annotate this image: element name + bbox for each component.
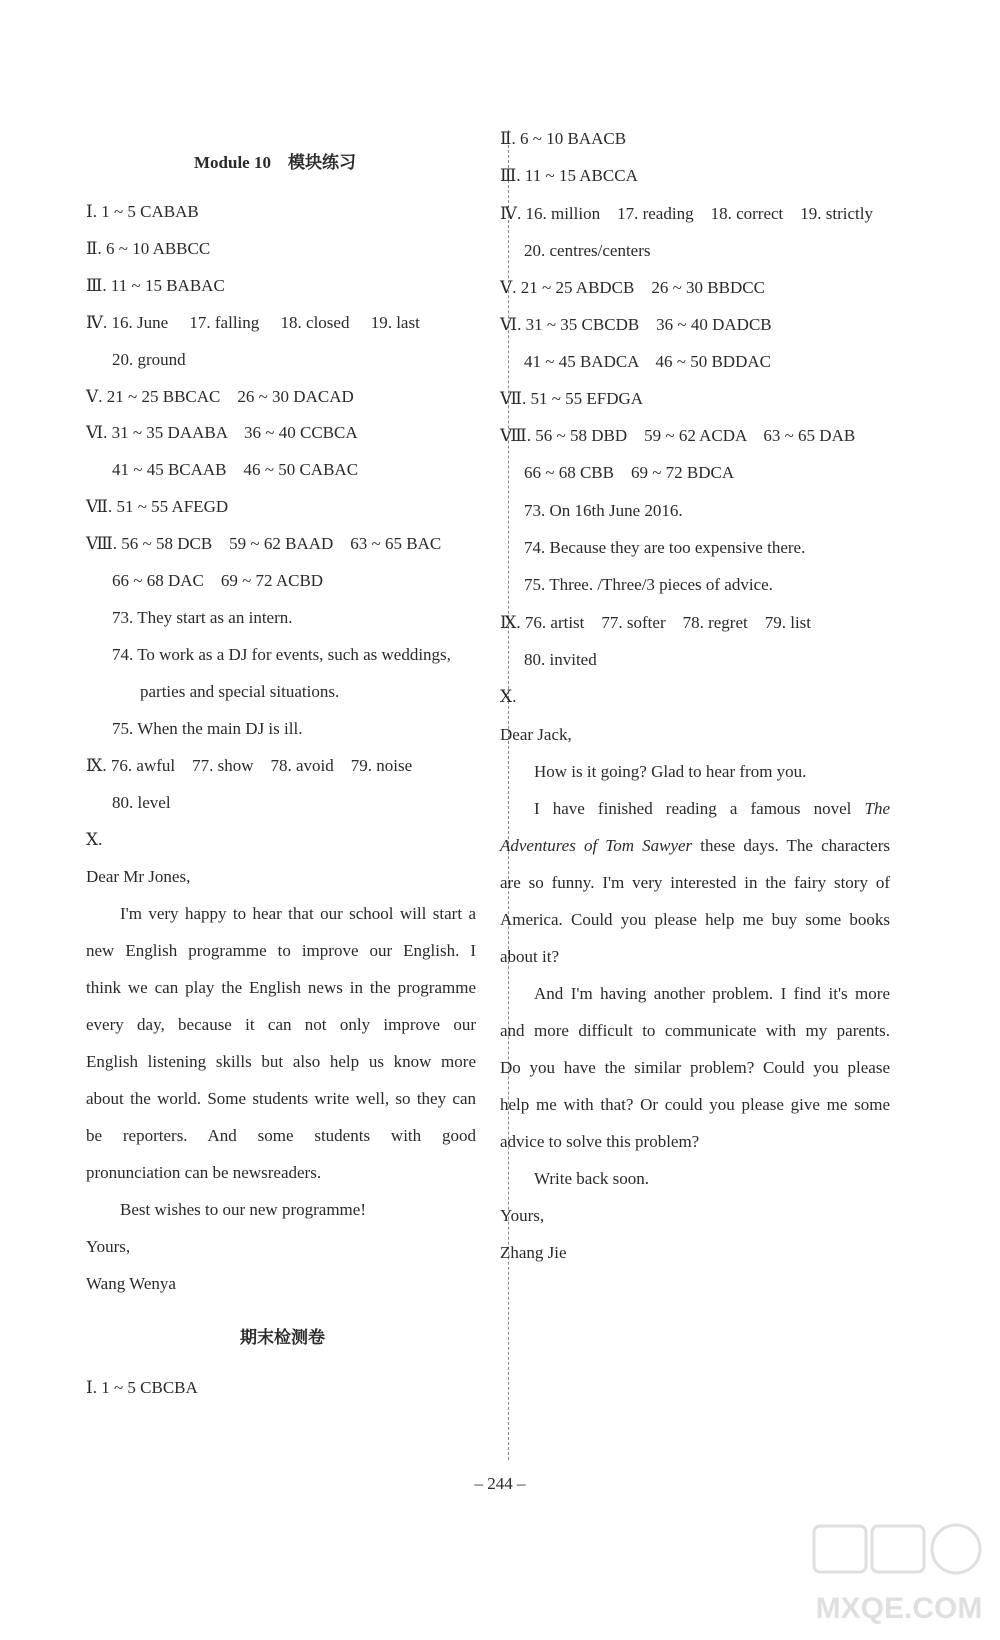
- left-text-line: Ⅹ.: [86, 830, 103, 849]
- right-text-line: Dear Jack,: [500, 725, 572, 744]
- left-text-line: Best wishes to our new programme!: [120, 1200, 366, 1219]
- right-text-line: And I'm having another problem. I find it's more: [534, 984, 890, 1003]
- right-text-line: Adventures of Tom Sawyer these days. The characters: [500, 836, 890, 855]
- right-text-line: 80. invited: [524, 650, 597, 669]
- svg-text:MXQE.COM: MXQE.COM: [815, 1592, 983, 1625]
- right-text-line: 74. Because they are too expensive there.: [524, 538, 806, 557]
- right-text-line: Ⅶ. 51 ~ 55 EFDGA: [500, 389, 644, 408]
- left-text-line: Ⅷ. 56 ~ 58 DCB 59 ~ 62 BAAD 63 ~ 65 BAC: [86, 534, 442, 553]
- left-text-line: every day, because it can not only improve our: [86, 1015, 476, 1034]
- left-text-line: new English programme to improve our English. I: [86, 941, 476, 960]
- left-text-line: 75. When the main DJ is ill.: [112, 719, 303, 738]
- left-text-line: Ⅳ. 16. June 17. falling 18. closed 19. last: [86, 313, 420, 332]
- left-text-line: be reporters. And some students with good: [86, 1126, 476, 1145]
- left-text-line: Yours,: [86, 1237, 131, 1256]
- right-text-line: 75. Three. /Three/3 pieces of advice.: [524, 575, 773, 594]
- right-text-line: Yours,: [500, 1206, 545, 1225]
- module-heading: Module 10 模块练习: [194, 153, 356, 172]
- left-text-line: Ⅲ. 11 ~ 15 BABAC: [86, 276, 225, 295]
- right-text-line: I have finished reading a famous novel The: [534, 799, 890, 818]
- right-text-line: Do you have the similar problem? Could you please: [500, 1058, 890, 1077]
- left-text-line: Wang Wenya: [86, 1274, 176, 1293]
- left-text-line: Ⅰ. 1 ~ 5 CABAB: [86, 202, 199, 221]
- right-text-line: 20. centres/centers: [524, 241, 651, 260]
- right-text-line: Ⅲ. 11 ~ 15 ABCCA: [500, 166, 638, 185]
- left-text-line: parties and special situations.: [140, 682, 340, 701]
- right-text-line: Ⅱ. 6 ~ 10 BAACB: [500, 129, 627, 148]
- left-text-line: Ⅶ. 51 ~ 55 AFEGD: [86, 497, 229, 516]
- right-text-line: 66 ~ 68 CBB 69 ~ 72 BDCA: [524, 463, 735, 482]
- left-text-line: I'm very happy to hear that our school will start a: [120, 904, 476, 923]
- left-text-line: Ⅵ. 31 ~ 35 DAABA 36 ~ 40 CCBCA: [86, 423, 358, 442]
- left-text-line: 66 ~ 68 DAC 69 ~ 72 ACBD: [112, 571, 324, 590]
- right-text-line: Ⅳ. 16. million 17. reading 18. correct 19. strictly: [500, 204, 873, 223]
- left-text-line: English listening skills but also help us know more: [86, 1052, 476, 1071]
- right-text-line: Ⅷ. 56 ~ 58 DBD 59 ~ 62 ACDA 63 ~ 65 DAB: [500, 426, 856, 445]
- right-text-line: 73. On 16th June 2016.: [524, 501, 683, 520]
- left-text-line: Ⅴ. 21 ~ 25 BBCAC 26 ~ 30 DACAD: [86, 387, 354, 406]
- right-text-line: Ⅵ. 31 ~ 35 CBCDB 36 ~ 40 DADCB: [500, 315, 772, 334]
- right-text-line: about it?: [500, 947, 560, 966]
- left-text-line: 74. To work as a DJ for events, such as weddings,: [112, 645, 451, 664]
- left-text-line: about the world. Some students write well, so they can: [86, 1089, 476, 1108]
- right-text-line: How is it going? Glad to hear from you.: [534, 762, 807, 781]
- right-text-line: advice to solve this problem?: [500, 1132, 700, 1151]
- left-text-line: Ⅱ. 6 ~ 10 ABBCC: [86, 239, 211, 258]
- right-text-line: and more difficult to communicate with my parents.: [500, 1021, 890, 1040]
- right-text-line: 41 ~ 45 BADCA 46 ~ 50 BDDAC: [524, 352, 771, 371]
- left-text-line: think we can play the English news in the programme: [86, 978, 476, 997]
- left-text-line: Ⅸ. 76. awful 77. show 78. avoid 79. noise: [86, 756, 413, 775]
- right-text-line: Ⅴ. 21 ~ 25 ABDCB 26 ~ 30 BBDCC: [500, 278, 765, 297]
- right-text-line: Ⅹ.: [500, 687, 517, 706]
- right-text-line: help me with that? Or could you please give me some: [500, 1095, 890, 1114]
- left-text-line: pronunciation can be newsreaders.: [86, 1163, 322, 1182]
- watermark-logo: [808, 1520, 990, 1632]
- right-text-line: America. Could you please help me buy some books: [500, 910, 890, 929]
- left-text-line: 80. level: [112, 793, 171, 812]
- exam-heading: 期末检测卷: [240, 1328, 325, 1347]
- page-number: – 244 –: [474, 1474, 526, 1493]
- left-text-line: 20. ground: [112, 350, 186, 369]
- answer-line: Ⅰ. 1 ~ 5 CBCBA: [86, 1378, 198, 1397]
- right-text-line: Write back soon.: [534, 1169, 649, 1188]
- left-text-line: 73. They start as an intern.: [112, 608, 293, 627]
- right-text-line: Zhang Jie: [500, 1243, 567, 1262]
- left-text-line: 41 ~ 45 BCAAB 46 ~ 50 CABAC: [112, 460, 359, 479]
- right-text-line: Ⅸ. 76. artist 77. softer 78. regret 79. list: [500, 613, 812, 632]
- right-text-line: are so funny. I'm very interested in the fairy story of: [500, 873, 890, 892]
- left-text-line: Dear Mr Jones,: [86, 867, 191, 886]
